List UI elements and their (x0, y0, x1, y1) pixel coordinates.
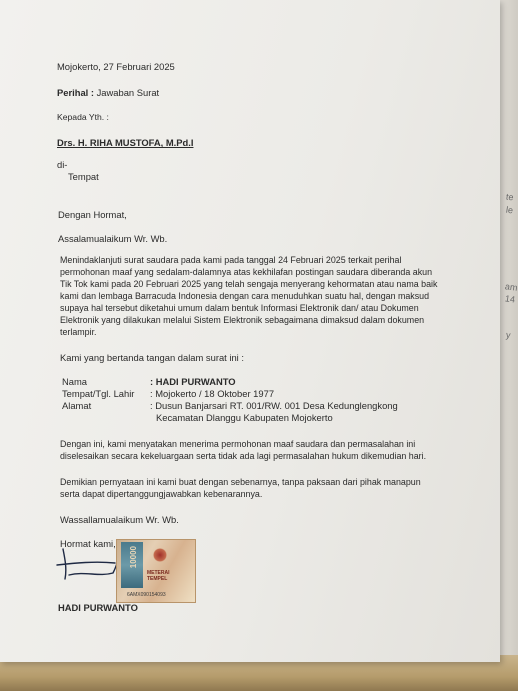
stamp-label (147, 570, 170, 582)
closing: Wassallamualaikum Wr. Wb. (60, 514, 179, 525)
signer-intro: Kami yang bertanda tangan dalam surat ini : (60, 352, 244, 363)
paragraph-line: Elektronik yang dilakukan melalui Sistem Elektronik sebagaimana dimaksud dalam dokumen (60, 315, 425, 325)
paragraph-2-line: diselesaikan secara kekeluargaan serta tidak ada lagi permasalahan hukum dikemudian hari. (60, 451, 427, 461)
place-date: Mojokerto, 27 Februari 2025 (57, 61, 175, 72)
address-label: Alamat (62, 400, 92, 411)
paragraph-line: terlampir. (60, 327, 97, 337)
edge-text: te (505, 191, 515, 203)
to-label: Kepada Yth. : (57, 112, 109, 122)
paragraph-3-line: Demikian pernyataan ini kami buat dengan sebenarnya, tanpa paksaan dari pihak manapun (60, 477, 421, 487)
place-label: Tempat (68, 171, 99, 182)
subject-line (57, 87, 159, 99)
paragraph-line: supaya hal tersebut diketahui umum dalam bentuk Informasi Elektronik dan/ atau Dokumen (60, 303, 419, 313)
name-label: Nama (62, 376, 88, 387)
edge-text: le (505, 204, 514, 216)
name-value: : HADI PURWANTO (150, 376, 236, 387)
paragraph-line: permohonan maaf yang sedalam-dalamnya atas kekhilafan postingan saudara diberanda akun (60, 267, 433, 277)
di-label: di- (57, 159, 68, 170)
paragraph-line: Menindaklanjuti surat saudara pada kami pada tanggal 24 Februari 2025 terkait perihal (60, 255, 402, 265)
stamp-label-2: TEMPEL (147, 576, 168, 582)
address-value: : Dusun Banjarsari RT. 001/RW. 001 Desa Kedunglengkong (150, 400, 398, 411)
garuda-emblem-icon (153, 548, 167, 562)
stamp-value: 10000 (129, 546, 138, 569)
regards: Hormat kami, (60, 538, 116, 549)
subject-label: Perihal : (57, 87, 94, 98)
paragraph-line: Tik Tok kami pada 20 Februari 2025 yang telah sengaja menyerang kehormatan atau nama baik (60, 279, 438, 289)
stamp-serial: 6AMX090154093 (127, 592, 166, 598)
birth-value: : Mojokerto / 18 Oktober 1977 (150, 388, 275, 399)
stamp-label-1: METERAI (147, 570, 170, 576)
signer-name: HADI PURWANTO (58, 602, 138, 613)
subject-value: Jawaban Surat (96, 87, 160, 98)
address-value-2: Kecamatan Dlanggu Kabupaten Mojokerto (156, 412, 333, 423)
meterai-stamp (116, 539, 196, 603)
recipient: Drs. H. RIHA MUSTOFA, M.Pd.I (57, 137, 194, 148)
stamp-strip (121, 542, 143, 588)
greeting: Dengan Hormat, (58, 209, 127, 220)
paragraph-3-line: serta dapat dipertanggungjawabkan kebenarannya. (60, 489, 263, 499)
birth-label: Tempat/Tgl. Lahir (62, 388, 135, 399)
paragraph-2-line: Dengan ini, kami menyatakan menerima permohonan maaf saudara dan permasalahan ini (60, 439, 416, 449)
edge-text: y (505, 329, 512, 341)
edge-text: 14 (504, 293, 516, 305)
edge-text: am (504, 281, 518, 293)
salam: Assalamualaikum Wr. Wb. (58, 233, 168, 244)
paragraph-line: kami dan lembaga Barracuda Indonesia dengan cara menuduhkan suatu hal, dengan maksud (60, 291, 430, 301)
